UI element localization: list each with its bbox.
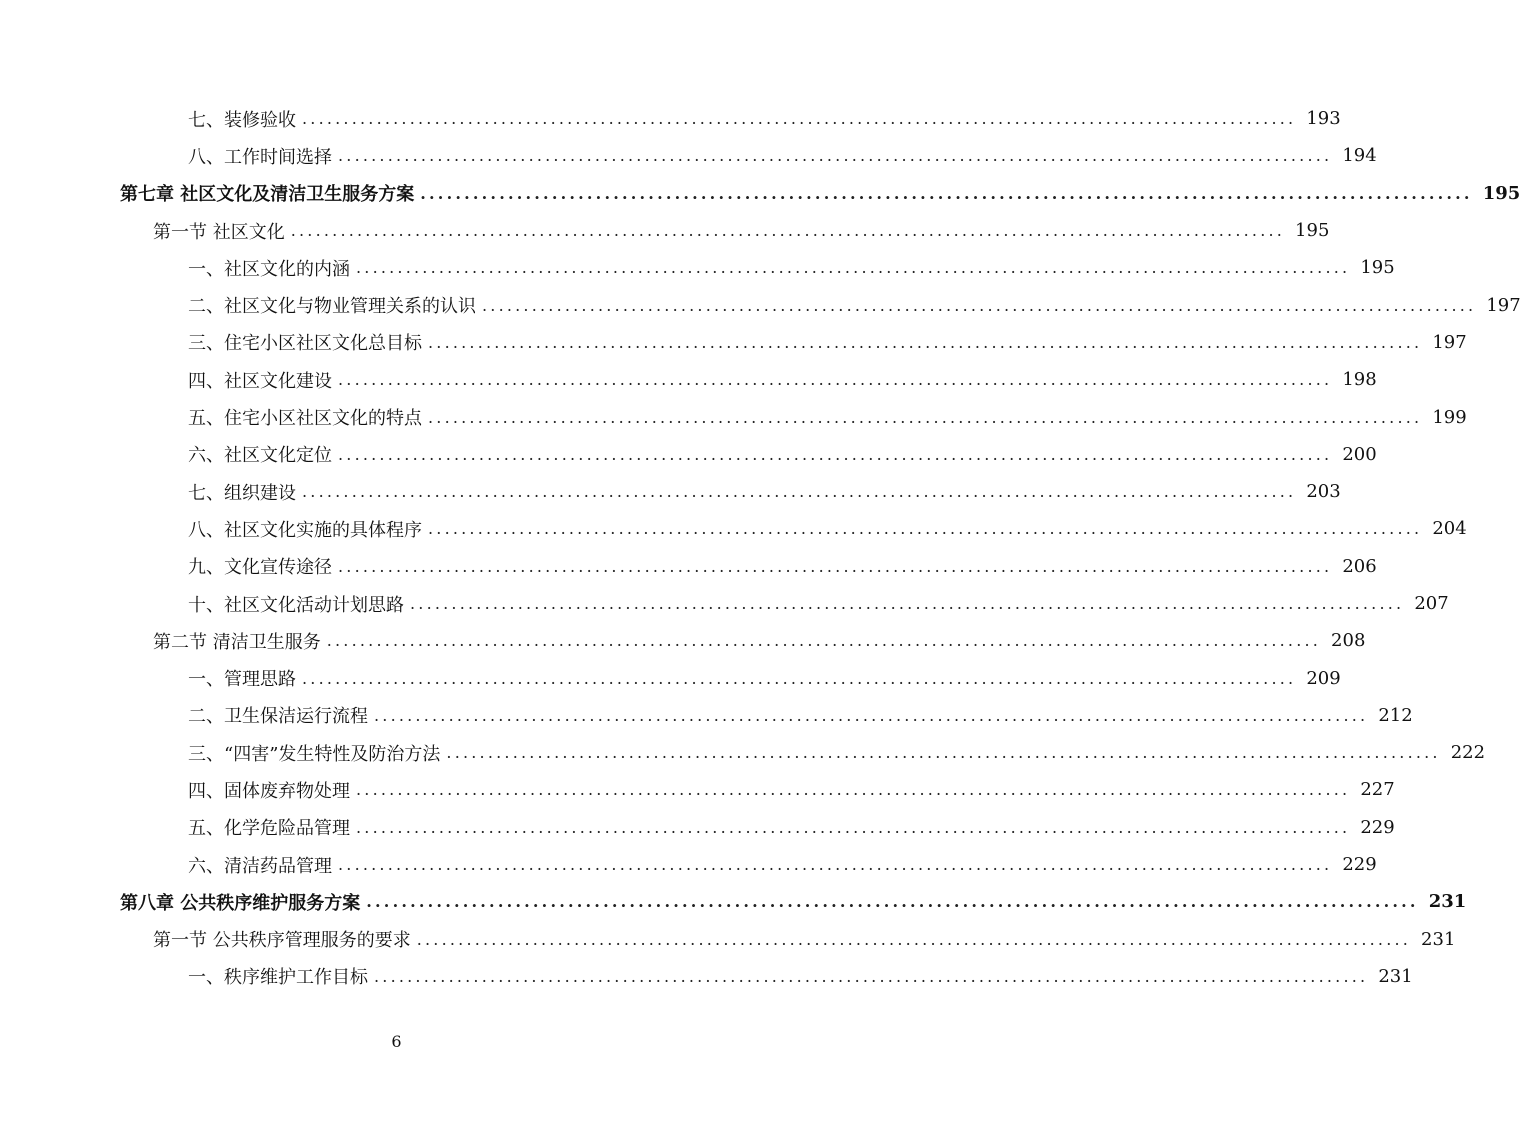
toc-item-entry [0,659,1341,696]
toc-entry-page: 229 [1342,854,1377,876]
toc-entry-page: 231 [1428,891,1467,913]
toc-item-entry [0,398,1467,435]
toc-item-entry [0,361,1377,398]
toc-entry-title: 一、管理思路 [188,669,296,691]
toc-chapter-entry [0,883,1467,920]
toc-item-entry [0,585,1449,622]
toc-item-entry [0,958,1413,995]
toc-dot-leader: ........................................................................................................................ [374,705,1369,725]
toc-item-entry [0,286,1521,323]
toc-dot-leader: ........................................................................................................................ [302,668,1297,688]
toc-dot-leader: ........................................................................................................................ [290,221,1286,241]
toc-entry-page: 209 [1306,667,1341,689]
toc-entry-page: 198 [1342,369,1377,391]
toc-entry-page: 200 [1342,443,1377,465]
toc-entry-title: 第八章 公共秩序维护服务方案 [120,892,361,914]
toc-item-entry [0,436,1377,473]
toc-entry-title: 五、住宅小区社区文化的特点 [188,408,422,430]
toc-entry-page: 229 [1360,816,1395,838]
toc-section-entry [0,212,1330,249]
toc-section-entry [0,921,1456,958]
toc-entry-title: 二、社区文化与物业管理关系的认识 [188,296,476,318]
toc-entry-title: 一、社区文化的内涵 [188,258,350,280]
toc-item-entry [0,548,1377,585]
page-number: 6 [391,1032,402,1051]
toc-entry-title: 第一节 公共秩序管理服务的要求 [153,930,411,952]
toc-section-entry [0,622,1366,659]
toc-entry-page: 197 [1432,331,1467,353]
toc-entry-page: 197 [1486,294,1521,316]
toc-entry-page: 193 [1306,108,1341,130]
toc-dot-leader: ........................................................................................................................ [428,519,1423,539]
toc-item-entry [0,734,1486,771]
toc-entry-title: 三、“四害”发生特性及防治方法 [188,743,441,765]
toc-item-entry [0,137,1377,174]
toc-dot-leader: ........................................................................................................................ [338,556,1333,576]
toc-entry-title: 二、卫生保洁运行流程 [188,706,368,728]
toc-dot-leader: ........................................................................................................................ [428,332,1423,352]
toc-entry-page: 222 [1450,742,1486,764]
toc-entry-page: 207 [1414,593,1449,614]
toc-entry-title: 一、秩序维护工作目标 [188,967,368,989]
toc-entry-title: 第七章 社区文化及清洁卫生服务方案 [120,184,415,206]
toc-dot-leader: ........................................................................................................................ [420,183,1473,203]
toc-entry-page: 195 [1482,182,1521,204]
toc-item-entry [0,249,1395,286]
toc-entry-title: 九、文化宣传途径 [188,557,332,579]
toc-item-entry [0,324,1467,361]
toc-entry-title: 八、社区文化实施的具体程序 [188,519,422,541]
toc-entry-page: 212 [1378,704,1413,726]
toc-entry-page: 227 [1360,779,1395,801]
toc-entry-page: 204 [1432,518,1467,540]
toc-dot-leader: ........................................................................................................................ [356,258,1351,278]
toc-entry-page: 195 [1360,257,1395,279]
toc-item-entry [0,771,1395,808]
toc-chapter-entry [0,175,1521,212]
toc-dot-leader: ........................................................................................................................ [302,109,1297,129]
toc-entry-page: 231 [1421,928,1456,950]
toc-entry-page: 194 [1342,145,1377,167]
toc-dot-leader: ........................................................................................................................ [338,855,1333,875]
toc-entry-page: 231 [1378,965,1413,987]
toc-item-entry [0,510,1467,547]
toc-entry-title: 六、清洁药品管理 [188,855,332,877]
toc-item-entry [0,473,1341,510]
toc-dot-leader: ........................................................................................................................ [446,743,1441,763]
toc-entry-page: 208 [1331,630,1366,652]
toc-dot-leader: ........................................................................................................................ [356,780,1351,800]
toc-entry-title: 七、组织建设 [188,482,296,504]
table-of-contents [0,100,1521,995]
toc-item-entry [0,846,1377,883]
toc-dot-leader: ........................................................................................................................ [374,966,1369,986]
toc-item-entry [0,697,1413,734]
toc-entry-title: 八、工作时间选择 [188,146,332,168]
toc-entry-title: 十、社区文化活动计划思路 [188,594,404,616]
toc-dot-leader: ........................................................................................................................ [482,295,1477,315]
toc-entry-title: 第二节 清洁卫生服务 [153,631,321,653]
toc-dot-leader: ........................................................................................................................ [416,929,1412,949]
toc-dot-leader: ........................................................................................................................ [356,817,1351,837]
toc-dot-leader: ........................................................................................................................ [326,631,1322,651]
toc-entry-title: 六、社区文化定位 [188,445,332,467]
toc-entry-title: 七、装修验收 [188,109,296,131]
toc-dot-leader: ........................................................................................................................ [338,370,1333,390]
toc-entry-title: 四、固体废弃物处理 [188,780,350,802]
toc-dot-leader: ........................................................................................................................ [366,892,1419,912]
toc-entry-page: 203 [1306,481,1341,503]
toc-entry-title: 三、住宅小区社区文化总目标 [188,333,422,355]
toc-entry-page: 206 [1342,555,1377,577]
toc-item-entry [0,100,1341,137]
toc-entry-title: 五、化学危险品管理 [188,818,350,840]
toc-dot-leader: ........................................................................................................................ [410,594,1405,613]
toc-entry-page: 195 [1295,220,1330,242]
toc-dot-leader: ........................................................................................................................ [338,146,1333,166]
toc-entry-title: 四、社区文化建设 [188,370,332,392]
toc-dot-leader: ........................................................................................................................ [302,482,1297,502]
toc-entry-page: 199 [1432,406,1467,428]
toc-item-entry [0,809,1395,846]
toc-dot-leader: ........................................................................................................................ [428,407,1423,427]
toc-dot-leader: ........................................................................................................................ [338,444,1333,464]
toc-entry-title: 第一节 社区文化 [153,221,285,243]
